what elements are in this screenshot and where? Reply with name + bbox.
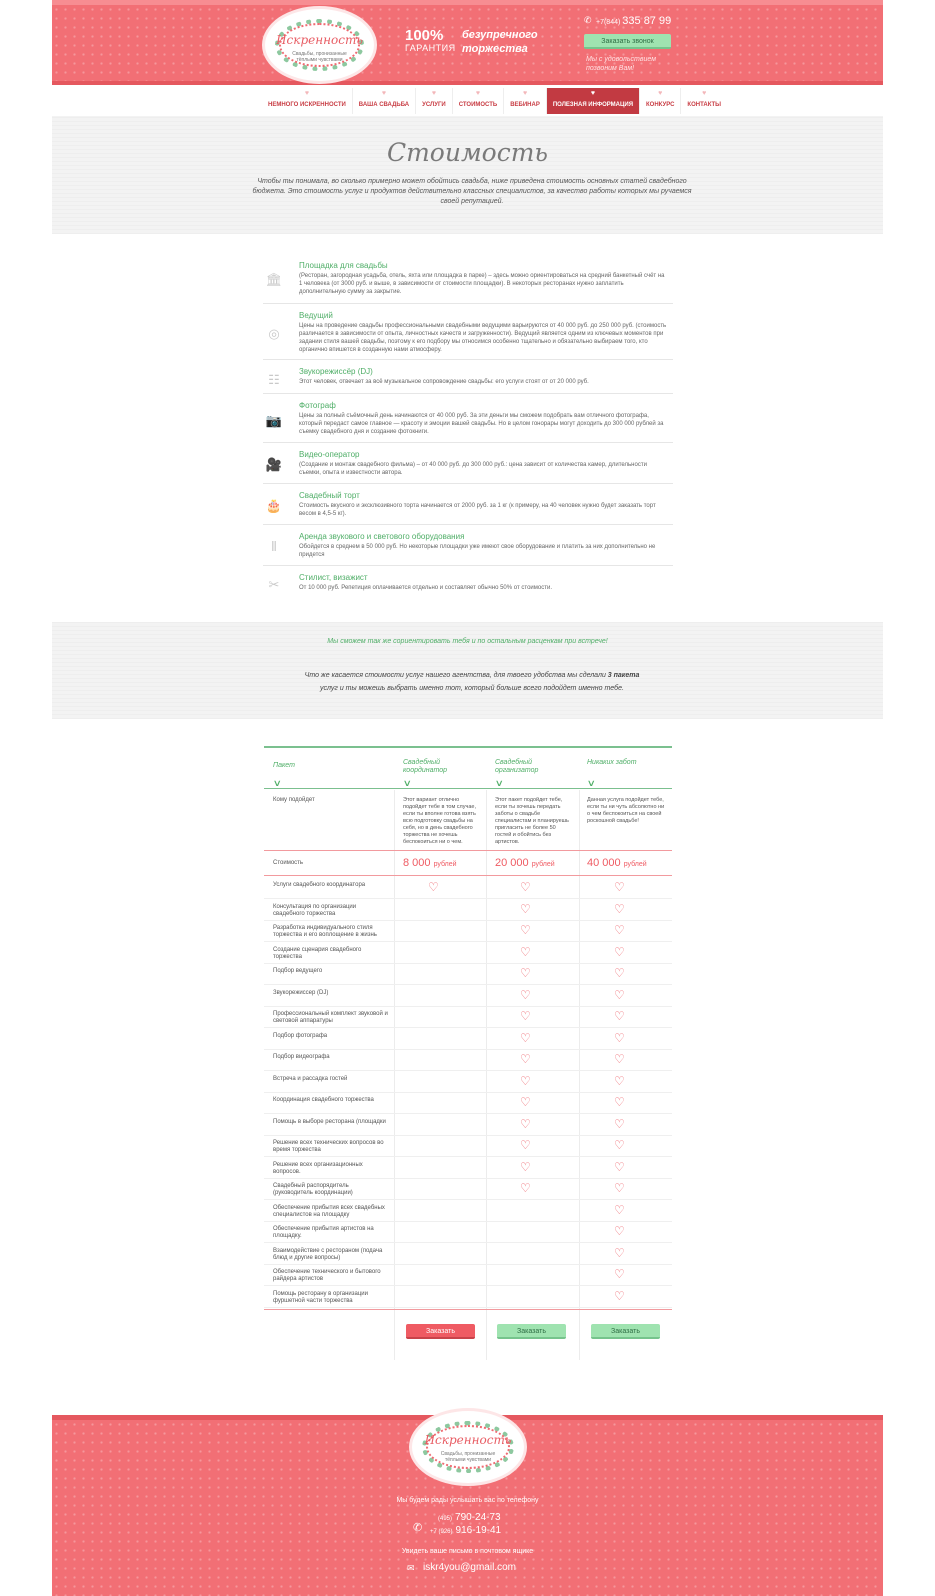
nav-label: ВЕБИНАР (510, 102, 540, 108)
phone-number: 790-24-73 (455, 1512, 501, 1523)
video-camera-icon: 🎥 (265, 457, 283, 472)
footer-phone-1[interactable] (438, 1512, 501, 1523)
service-name: Стилист, визажист (299, 573, 368, 582)
guarantee-slogan-1: безупречного (462, 29, 538, 41)
packages-text-3: и ты можешь выбрать именно тот, который больше всего подойдет именно тебе. (339, 685, 624, 692)
heart-icon: ♥ (431, 90, 436, 97)
nav-label: КОНКУРС (646, 102, 675, 108)
nav-label: ВАША СВАДЬБА (358, 102, 410, 108)
table-head-label: Пакет (273, 762, 295, 769)
nav-item-contest[interactable] (640, 88, 681, 114)
heart-icon: ♡ (614, 1181, 625, 1195)
heart-icon: ♡ (614, 966, 625, 980)
packages-text (302, 669, 642, 695)
service-name: Звукорежиссёр (DJ) (299, 367, 373, 376)
heart-icon: ♡ (614, 1052, 625, 1066)
heart-icon: ♡ (614, 880, 625, 894)
heart-icon: ♡ (614, 1159, 625, 1174)
column-desc: Данная услуга подойдет тебе, если ты ни чуть абсолютно ни о чем беспокоиться на своей роскошной свадьбе! (587, 797, 665, 824)
service-item (263, 532, 673, 566)
heart-icon: ♡ (614, 923, 625, 937)
heart-icon: ♡ (614, 1030, 625, 1045)
row-label: Решение всех организационных вопросов. (273, 1161, 363, 1175)
service-name: Видео-оператор (299, 450, 360, 459)
footer-mail-note: Увидеть ваше письмо в почтовом ящике (401, 1548, 534, 1555)
heart-icon: ♡ (520, 923, 531, 937)
heart-icon: ♡ (520, 987, 531, 1002)
price-organizer (495, 857, 555, 869)
row-label: Подбор ведущего (273, 968, 323, 974)
heart-icon: ♡ (520, 1009, 531, 1023)
heart-icon: ♡ (614, 1288, 625, 1303)
guarantee-label: ГАРАНТИЯ (405, 43, 456, 53)
heart-icon: ♡ (520, 966, 531, 980)
nav-item-about[interactable] (262, 88, 353, 114)
row-label: Помощь ресторану в организации фуршетной части торжества (273, 1290, 369, 1304)
row-label: Координация свадебного торжества (273, 1097, 374, 1103)
heart-icon: ♡ (520, 901, 531, 916)
logo-title: Искренность (424, 1433, 512, 1447)
service-item (263, 261, 673, 304)
nav-item-contacts[interactable] (681, 88, 727, 114)
service-name: Фотограф (299, 401, 336, 410)
price-value: 8 000 (403, 857, 431, 869)
chevron-down-icon: ∨ (586, 778, 596, 788)
heart-icon: ♡ (614, 1116, 625, 1131)
row-label: Звукорежиссер (DJ) (273, 989, 329, 996)
heart-icon: ♡ (614, 1245, 625, 1260)
price-currency: рублей (433, 861, 457, 868)
service-name: Аренда звукового и светового оборудования (299, 532, 465, 541)
heart-icon: ♡ (614, 1224, 625, 1238)
row-label: Помощь в выборе ресторана (площадки (273, 1118, 386, 1125)
phone-prefix: +7 (926) (430, 1529, 453, 1535)
phone-icon: ✆ (413, 1522, 423, 1534)
row-label: Обеспечение прибытия всех свадебных специалистов на площадку (273, 1204, 385, 1218)
heart-icon: ♡ (614, 1267, 625, 1281)
mail-icon: ✉ (407, 1563, 415, 1573)
call-note (586, 55, 676, 73)
call-note-2: позвоним Вам! (586, 65, 635, 72)
heart-icon: ♡ (520, 880, 531, 894)
heart-icon: ♥ (304, 90, 309, 97)
row-label: Встреча и рассадка гостей (273, 1075, 348, 1082)
nav-item-useful-info[interactable] (547, 88, 640, 114)
phone-icon: ✆ (584, 15, 592, 25)
header-phone[interactable] (596, 15, 671, 27)
footer-phone-note: Мы будем рады услышать вас по телефону (396, 1497, 539, 1504)
price-divider-top (264, 850, 672, 851)
heart-icon: ♡ (614, 901, 625, 916)
row-label: Решение всех технических вопросов во время торжества (273, 1140, 384, 1153)
chevron-down-icon: ∨ (494, 778, 504, 788)
row-label: Обеспечение технического и бытового райдера артистов (273, 1269, 381, 1282)
logo-subtitle-2: тёплыми чувствами (444, 1457, 491, 1463)
order-button-coordinator[interactable]: Заказать (406, 1324, 475, 1339)
heart-icon: ♥ (658, 90, 663, 97)
nav-item-your-wedding[interactable] (353, 88, 416, 114)
heart-icon: ♡ (520, 1116, 531, 1131)
building-icon: 🏛 (265, 272, 283, 287)
row-label: Взаимодействие с рестораном (подача блюд и другие вопросы) (273, 1247, 383, 1261)
chevron-down-icon: ∨ (402, 778, 412, 788)
phone-prefix: (495) (438, 1516, 453, 1522)
service-item (263, 311, 673, 360)
service-item (263, 450, 673, 484)
order-button-organizer[interactable]: Заказать (497, 1324, 566, 1339)
logo-subtitle-1: Свадьбы, пронизанные (292, 51, 347, 57)
call-note-1: Мы с удовольствием (586, 56, 656, 63)
heart-icon: ♡ (614, 1202, 625, 1217)
header-phone-number: 335 87 99 (622, 15, 672, 27)
nav-label: НЕМНОГО ИСКРЕННОСТИ (268, 102, 346, 108)
nav-label: ПОЛЕЗНАЯ ИНФОРМАЦИЯ (552, 102, 634, 108)
order-call-button[interactable]: Заказать звонок (584, 34, 671, 49)
heart-icon: ♡ (614, 944, 625, 959)
service-name: Ведущий (299, 311, 333, 320)
row-label: Обеспечение прибытия артистов на площадку. (273, 1226, 374, 1239)
column-head-organizer: Свадебный организатор (495, 759, 539, 774)
who-label: Кому подойдет (273, 797, 315, 803)
service-desc: (Ресторан, загородная усадьба, отель, яхта или площадка в парке) – здесь можно ориентироваться на средний банкетный счёт на 1 человека (от 3000 руб. и выше, в зависимости от стоимости площадки). В некоторых ресторанах нужно заплатить дополнительную сумму за закрытие. (299, 273, 665, 295)
row-label: Создание сценария свадебного торжества (273, 946, 362, 960)
service-name: Свадебный торт (299, 491, 360, 500)
heart-icon: ♡ (614, 987, 625, 1002)
heart-icon: ♥ (702, 90, 707, 97)
intro-text: Чтобы ты понимала, во сколько примерно может обойтись свадьба, ниже приведена стоимость основных статей свадебного бюджета. Это стоимость услуг и продуктов действительно классных специалистов, за качество работы которых мы ручаемся своей репутацией. (252, 178, 692, 205)
logo-title: Искренность (276, 33, 363, 47)
page-title: Стоимость (386, 138, 549, 167)
service-name: Площадка для свадьбы (299, 261, 388, 270)
row-label: Профессиональный комплект звуковой и световой аппаратуры (273, 1011, 388, 1024)
guarantee-slogan (462, 28, 538, 56)
heart-icon: ♡ (520, 1181, 531, 1195)
equalizer-icon: ☷ (268, 372, 280, 387)
scissors-icon: ✂ (268, 577, 280, 592)
price-currency: рублей (531, 861, 555, 868)
guarantee-slogan-2: торжества (462, 43, 528, 55)
intro-band (52, 116, 883, 234)
heart-icon: ♡ (520, 1095, 531, 1109)
nav-item-webinar[interactable] (504, 88, 547, 114)
price-divider-bottom (264, 875, 672, 876)
order-button-no-worries[interactable]: Заказать (591, 1324, 660, 1339)
heart-icon: ♡ (614, 1009, 625, 1023)
column-head-no-worries: Никаких забот (587, 759, 637, 766)
price-value: 40 000 (587, 857, 621, 869)
nav-label: КОНТАКТЫ (687, 102, 722, 108)
column-desc: Этот вариант отлично подойдет тебе в том случае, если ты вполне готова взять всю подготовку свадьбы на себя, но в день свадебного торжества не хочешь беспокоиться ни о чем. (403, 797, 477, 845)
column-desc: Этот пакет подойдет тебе, если ты хочешь передать заботы о свадьбе специалистам и планируешь пригласить не более 50 гостей и обойтись без артистов. (495, 797, 569, 845)
nav-label: СТОИМОСТЬ (458, 102, 498, 108)
logo[interactable] (262, 6, 377, 84)
nav-label: УСЛУГИ (422, 102, 446, 108)
service-item (263, 491, 673, 525)
price-currency: рублей (623, 861, 647, 868)
logo-subtitle-1: Свадьбы, пронизанные (440, 1451, 496, 1457)
chevron-down-icon: ∨ (272, 778, 282, 788)
heart-icon: ♥ (522, 90, 528, 97)
nav-item-services[interactable] (416, 88, 453, 114)
heart-icon: ♥ (590, 90, 596, 97)
service-desc: Обойдется в среднем в 50 000 руб. Но некоторые площадки уже имеют свое оборудование и платить за них дополнительно не придется (299, 544, 656, 558)
service-desc: Цены за полный съёмочный день начинаются от 40 000 руб. За эти деньги мы сможем подобрать вам отличного фотографа, который передаст самое главное — красоту и эмоции вашей свадьбы. Но в целом гонорары могут доходить до 300 000 рублей за съемку свадебного дня и создание фотокниги. (299, 413, 664, 435)
service-item (263, 401, 673, 443)
heart-icon: ♡ (520, 944, 531, 959)
service-desc: (Создание и монтаж свадебного фильма) – от 40 000 руб. до 300 000 руб.: цена зависит от количества камер, длительности съемки, опыта и известности автора. (299, 462, 647, 476)
header-phone-prefix: +7(844) (596, 19, 621, 26)
heart-icon: ♥ (381, 90, 387, 97)
microphone-icon: ◎ (268, 326, 280, 341)
service-item (263, 573, 673, 601)
heart-icon: ♡ (520, 1138, 531, 1152)
service-desc: Цены на проведение свадьбы профессиональными свадебными ведущими варьируются от 40 000 руб. до 250 000 руб. (стоимость различается в зависимости от опыта, личностных качеств и загруженности). Ведущий является одним из ключевых моментов при задании стиля вашей свадьбы, поэтому к его подбору мы относимся особенно тщательно и обязательно выбираем того, кто органично впишется в созданную нами атмосферу. (299, 323, 667, 353)
row-label: Подбор видеографа (273, 1054, 330, 1060)
nav-item-price[interactable] (453, 88, 505, 114)
logo-subtitle-2: тёплыми чувствами (296, 57, 343, 63)
row-label: Разработка индивидуального стиля торжества и его воплощение в жизнь (273, 925, 377, 938)
table-head-divider (264, 788, 672, 789)
packages-text-2: услуг (320, 685, 338, 692)
heart-icon: ♥ (475, 90, 481, 97)
table-bottom-line (264, 1309, 672, 1310)
price-value: 20 000 (495, 857, 529, 869)
footer-phone-2[interactable] (430, 1525, 501, 1536)
row-label: Свадебный распорядитель (руководитель координации) (273, 1183, 353, 1196)
heart-icon: ♡ (614, 1073, 625, 1088)
heart-icon: ♡ (520, 1052, 531, 1066)
price-label: Стоимость (273, 860, 304, 866)
heart-icon: ♡ (520, 1030, 531, 1045)
packages-note: Мы сможем так же сориентировать тебя и по остальным расценкам при встрече! (327, 638, 608, 645)
heart-icon: ♡ (614, 1138, 625, 1152)
table-top-line (264, 746, 672, 748)
price-no-worries (587, 857, 647, 869)
footer-email[interactable]: iskr4you@gmail.com (423, 1562, 516, 1573)
service-desc: От 10 000 руб. Репетиция оплачивается отдельно и составляет обычно 50% от стоимости. (299, 585, 552, 591)
heart-icon: ♡ (520, 1073, 531, 1088)
lights-icon: ⦀ (271, 539, 277, 554)
camera-icon: 📷 (265, 413, 283, 428)
packages-text-1: Что же касается стоимости услуг нашего агентства, для твоего удобства мы сделали (304, 672, 606, 679)
row-label: Услуги свадебного координатора (273, 882, 366, 888)
main-nav (262, 88, 727, 114)
price-coordinator (403, 857, 457, 869)
heart-icon: ♡ (614, 1095, 625, 1109)
row-label: Консультация по организации свадебного торжества (273, 903, 357, 917)
service-item (263, 367, 673, 394)
heart-icon: ♡ (520, 1159, 531, 1174)
phone-number: 916-19-41 (455, 1525, 502, 1536)
row-label: Подбор фотографа (273, 1032, 328, 1039)
column-head-coordinator: Свадебный координатор (403, 759, 448, 774)
cake-icon: 🎂 (265, 498, 283, 513)
service-desc: Этот человек, отвечает за всё музыкальное сопровождение свадьбы: его услуги стоят от от 20 000 руб. (299, 379, 589, 385)
heart-icon: ♡ (428, 880, 439, 894)
guarantee-percent: 100% (405, 27, 444, 44)
footer-logo[interactable] (409, 1408, 527, 1486)
service-desc: Стоимость вкусного и эксклюзивного торта начинается от 2000 руб. за 1 кг (к примеру, на 40 человек нужно будет заказать торт весом в 4,5-5 кг). (299, 503, 656, 517)
packages-text-bold: 3 пакета (607, 672, 640, 679)
packages-band (52, 622, 883, 719)
